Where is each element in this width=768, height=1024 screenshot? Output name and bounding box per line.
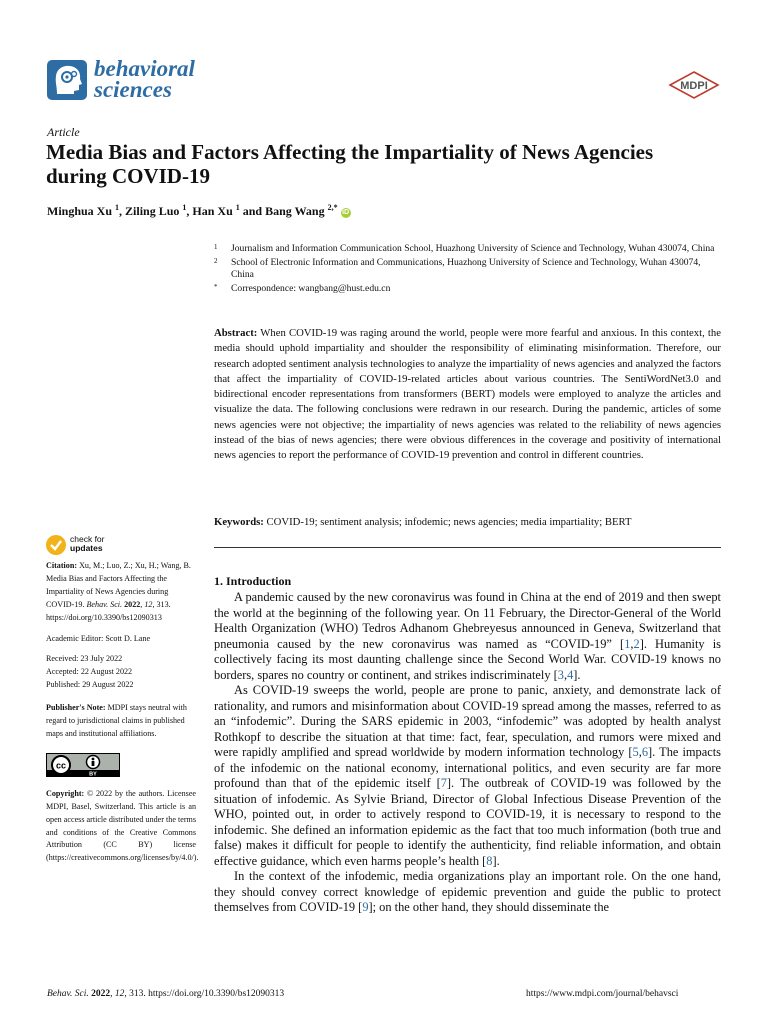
reference-link[interactable]: 9 <box>362 900 369 914</box>
section-heading: 1. Introduction <box>214 574 292 588</box>
received-date: Received: 23 July 2022 <box>46 654 123 664</box>
mdpi-logo-icon <box>668 71 720 99</box>
cc-label: cc <box>55 760 67 771</box>
reference-link[interactable]: 8 <box>486 853 493 868</box>
affiliation-text: School of Electronic Information and Communications, Huazhong University of Science and Technology, Wuhan 430074, China <box>231 256 701 281</box>
citation-volume: 12 <box>144 599 153 609</box>
body-text-run: As COVID-19 sweeps the world, people are prone to panic, anxiety, and demonstrate lack of rationality, and rumors and misinformation about COVID-19 spread among the masses, referred to as an “infodemic”. During the SARS epidemic in 2003, “infodemic” was adopted by health analyst Rothkopf to describe the situation at that time: fact, fear, speculation, and rumors were mixed and were rapidly amplified and spread worldwide by modern information technology [ <box>214 683 721 759</box>
author-affiliation-mark: 1 <box>235 203 240 212</box>
footer-citation: Behav. Sci. 2022, 12, 313. https://doi.org/10.3390/bs12090313 <box>47 989 285 999</box>
copyright-label: Copyright: <box>46 788 85 798</box>
author-affiliation-mark: 1 <box>115 203 120 212</box>
by-label: BY <box>89 771 97 777</box>
footer-volume: 12 <box>114 989 125 999</box>
citation-text: Xu, M.; Luo, Z.; Xu, H.; Wang, B. Media Bias and Factors Affecting the Impartiality of News Agencies during COVID-19. <box>46 561 191 609</box>
author-separator: , <box>186 204 193 218</box>
published-date: Published: 29 August 2022 <box>46 680 134 690</box>
journal-name-line2: sciences <box>94 77 172 102</box>
author-name: Bang Wang <box>265 204 325 218</box>
reference-link[interactable]: 4 <box>567 667 574 682</box>
affiliation-item <box>214 257 724 282</box>
reference-link[interactable]: 7 <box>440 776 447 790</box>
author-name: Han Xu <box>192 204 233 218</box>
author-separator: and <box>239 204 266 218</box>
reference-link[interactable]: 5 <box>632 745 639 759</box>
keywords-text: COVID-19; sentiment analysis; infodemic; news agencies; media impartiality; BERT <box>266 516 632 528</box>
reference-link[interactable]: 2 <box>633 636 640 651</box>
footer-journal-url[interactable]: https://www.mdpi.com/journal/behavsci <box>526 989 679 999</box>
publishers-note <box>46 702 196 741</box>
check-updates-line1: check for <box>70 534 105 544</box>
reference-link[interactable]: 1 <box>624 636 631 651</box>
body-text-run: ]. The outbreak of COVID-19 was followed by the situation of infodemic. As Sylvie Briand, Director of Global Infectious Disease Prevention of the WHO, pointed out, in order to actively respond to COVID-19, it is necessary to respond to the infodemic. She defined an information epidemic as the fact that too much information (both true and false) makes it difficult for people to identify the authenticity, find reliable information, and obtain effective guidance, which even harms people’s health [ <box>214 776 721 868</box>
publisher-name: MDPI <box>680 80 708 92</box>
cc-by-license-icon[interactable] <box>46 753 120 777</box>
body-text-run: ]; on the other hand, they should disseminate the <box>368 900 610 914</box>
article-type: Article <box>47 125 80 139</box>
footer-doi[interactable]: , 313. https://doi.org/10.3390/bs12090313 <box>124 989 285 999</box>
check-updates-line2: updates <box>70 543 103 553</box>
author-name: Ziling Luo <box>125 204 180 218</box>
keywords <box>214 515 721 529</box>
article-info-sidebar <box>46 560 199 873</box>
affiliation-item <box>214 283 724 296</box>
author-separator: , <box>119 204 126 218</box>
copyright-block <box>46 788 199 865</box>
citation-label: Citation: <box>46 561 78 570</box>
footer-year: 2022 <box>91 989 111 999</box>
affiliation-mark: * <box>214 282 218 291</box>
affiliation-text: Journalism and Information Communication School, Huazhong University of Science and Technology, Wuhan 430074, China <box>231 243 715 254</box>
check-updates-icon <box>46 535 66 555</box>
abstract-text: When COVID-19 was raging around the world, people were more fearful and anxious. In this context, the media should uphold impartiality and shoulder the responsibility of eliminating misinformation. Therefore, our research adopted sentiment analysis technologies to analyze the impartiality of news agencies and analyzed the factors that affect the impartiality of COVID-19-related articles about various countries. The SentiWordNet3.0 and bidirectional encoder representations from transformers (BERT) models were employed to analyze the articles and visualize the data. The following conclusions were redrawn in our research. During the pandemic, articles of some news agencies were not objective; the impartiality of news agencies was related to the reliability of news agencies instead of the bias of news agencies; there were obvious differences in the coverage and positivity of international news agencies to report the performance of COVID-19 prevention and control in different countries. <box>214 327 721 462</box>
academic-editor: Academic Editor: Scott D. Lane <box>46 633 151 643</box>
citation-year: 2022 <box>124 599 141 609</box>
affiliation-mark: 2 <box>214 256 218 265</box>
orcid-icon[interactable]: iD <box>342 209 350 216</box>
body-paragraph <box>214 683 721 869</box>
citation-block: Citation: Xu, M.; Luo, Z.; Xu, H.; Wang, B. Media Bias and Factors Affecting the Impartiality of News Agencies during COVID-19. Behav. Sci. 2022, 12, 313. https://doi.org/10.3390/bs12090313 <box>46 561 191 622</box>
footer-journal: Behav. Sci. <box>47 989 89 999</box>
body-text-run: , <box>563 667 568 682</box>
affiliation-mark: 1 <box>214 243 218 251</box>
body-paragraph <box>214 590 721 683</box>
author-affiliation-mark: 1 <box>182 203 187 212</box>
dates-block <box>46 653 196 692</box>
section-divider <box>214 547 721 548</box>
body-text-run: ]. <box>492 853 500 868</box>
journal-name-line1: behavioral <box>94 56 195 81</box>
copyright-text: © 2022 by the authors. Licensee MDPI, Basel, Switzerland. This article is an open access article distributed under the terms and conditions of the Creative Commons Attribution (CC BY) license (https://creativecommons.org/licenses/by/4.0/). <box>46 788 199 863</box>
affiliation-item <box>214 243 724 256</box>
journal-name <box>94 58 195 100</box>
body-paragraph <box>214 869 721 916</box>
publishers-note-text: MDPI stays neutral with regard to jurisdictional claims in published maps and institutional affiliations. <box>46 703 187 738</box>
body-text-run: ]. <box>573 667 581 682</box>
body-text-run: ]. Humanity is collectively facing its most daunting challenge since the Second World War. COVID-19 knows no borders, spares no country or continent, and strikes indiscriminately [ <box>214 636 721 682</box>
body-text-run: In the context of the infodemic, media organizations play an important role. On the one hand, they should convey correct knowledge of epidemic prevention and guide the public to protect themselves from COVID-19 [ <box>214 869 721 914</box>
affiliations <box>214 243 724 296</box>
citation-doi[interactable]: , 313. https://doi.org/10.3390/bs12090313 <box>46 599 171 622</box>
author-list <box>47 203 351 219</box>
author-name: Minghua Xu <box>47 204 113 218</box>
body-text-run: A pandemic caused by the new coronavirus was found in China at the end of 2019 and then swept the world at the beginning of the following year. On 11 February, the Director-General of the World Health Organization (WHO) Tedros Adhanom Ghebreyesus announced in Geneva, Switzerland that pneumonia caused by the new coronavirus was named as “COVID-19” [ <box>214 590 721 651</box>
abstract-label: Abstract: <box>214 327 258 339</box>
body-text-run: , <box>630 636 634 651</box>
body-text <box>214 590 721 916</box>
correspondence-text[interactable]: Correspondence: wangbang@hust.edu.cn <box>231 282 391 294</box>
body-text-run: ]. The impacts of the infodemic on the national economy, international politics, and even security are far more profound than that of the epidemic itself [ <box>214 745 721 790</box>
accepted-date: Accepted: 22 August 2022 <box>46 667 133 677</box>
publishers-note-label: Publisher's Note: <box>46 703 106 713</box>
check-updates-text <box>70 535 105 553</box>
article-title: Media Bias and Factors Affecting the Impartiality of News Agencies during COVID-19 <box>46 140 654 188</box>
author-affiliation-mark: 2,* <box>327 203 338 212</box>
citation-journal: Behav. Sci. <box>86 599 123 609</box>
journal-logo-icon <box>47 60 87 100</box>
reference-link[interactable]: 3 <box>557 667 564 682</box>
check-for-updates-badge[interactable] <box>46 535 166 557</box>
abstract <box>214 326 721 464</box>
reference-link[interactable]: 6 <box>641 745 649 759</box>
keywords-label: Keywords: <box>214 516 264 528</box>
body-text-run: , <box>638 745 642 759</box>
